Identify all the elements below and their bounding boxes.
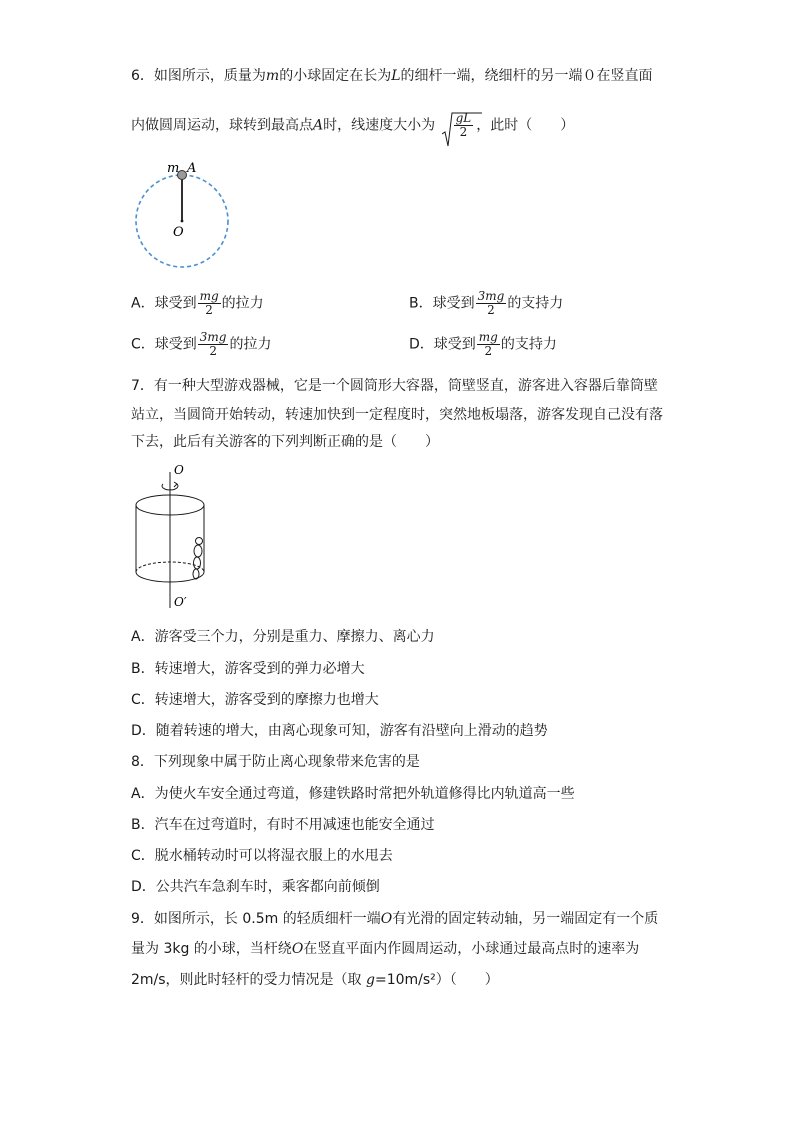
q7-line-1: 7．有一种大型游戏器械，它是一个圆筒形大容器，筒壁竖直，游客进入容器后靠筒壁 (131, 378, 658, 394)
q8-option-a[interactable]: A．为使火车安全通过弯道，修建铁路时常把外轨道修得比内轨道高一些 (131, 786, 575, 802)
q7-line-3: 下去，此后有关游客的下列判断正确的是（ ） (131, 434, 439, 450)
label-m: m (167, 161, 180, 176)
q9-line-3: 2m/s，则此时轻杆的受力情况是（取 g=10m/s²）（ ） (131, 972, 499, 988)
pivot-point (181, 220, 184, 223)
q7-line-2: 站立，当圆筒开始转动，转速加快到一定程度时，突然地板塌落，游客发现自己没有落 (131, 407, 663, 423)
q7-option-b[interactable]: B．转速增大，游客受到的弹力必增大 (131, 661, 365, 677)
q7-option-a[interactable]: A．游客受三个力，分别是重力、摩擦力、离心力 (131, 629, 435, 645)
q9-line-1: 9．如图所示，长 0.5m 的轻质细杆一端O有光滑的固定转动轴，另一端固定有一个质 (131, 911, 659, 927)
q6-circle-figure (125, 158, 235, 273)
q8-option-b[interactable]: B．汽车在过弯道时，有时不用减速也能安全通过 (131, 817, 435, 833)
q6-line-2: 内做圆周运动，球转到最高点A时，线速度大小为 $\frac{gL}{2}$ ，此时（ ） (131, 112, 574, 139)
q8-option-c[interactable]: C．脱水桶转动时可以将湿衣服上的水甩去 (131, 848, 393, 864)
q9-line-2: 量为 3kg 的小球，当杆绕O在竖直平面内作圆周运动，小球通过最高点时的速率为 (131, 941, 640, 957)
label-o: O (173, 225, 184, 240)
radical-sign-icon (442, 112, 482, 148)
label-a: A (187, 161, 197, 176)
label-o-bottom: O′ (174, 595, 187, 609)
passenger-icon (193, 538, 203, 580)
q7-option-c[interactable]: C．转速增大，游客受到的摩擦力也增大 (131, 692, 379, 708)
q6-option-b[interactable]: B．球受到 $\frac{3mg}{2}$ 的支持力 (409, 289, 564, 317)
q7-option-d[interactable]: D．随着转速的增大，由离心现象可知，游客有沿壁向上滑动的趋势 (131, 723, 548, 739)
q7-cylinder-figure (130, 462, 220, 612)
q6-line-1: 6．如图所示，质量为m的小球固定在长为L的细杆一端，绕细杆的另一端０在竖直面 (131, 68, 653, 84)
label-o-top: O (174, 463, 184, 477)
sqrt-fraction: $\frac{gL}{2}$ (455, 111, 472, 139)
q6-option-a[interactable]: A．球受到 $\frac{mg}{2}$ 的拉力 (131, 289, 264, 317)
q8-stem: 8．下列现象中属于防止离心现象带来危害的是 (131, 754, 420, 770)
sqrt-expression (442, 112, 475, 139)
q8-option-d[interactable]: D．公共汽车急刹车时，乘客都向前倾倒 (131, 879, 380, 895)
q6-option-c[interactable]: C．球受到 $\frac{3mg}{2}$ 的拉力 (131, 330, 272, 358)
q6-option-d[interactable]: D．球受到 $\frac{mg}{2}$ 的支持力 (409, 330, 557, 358)
